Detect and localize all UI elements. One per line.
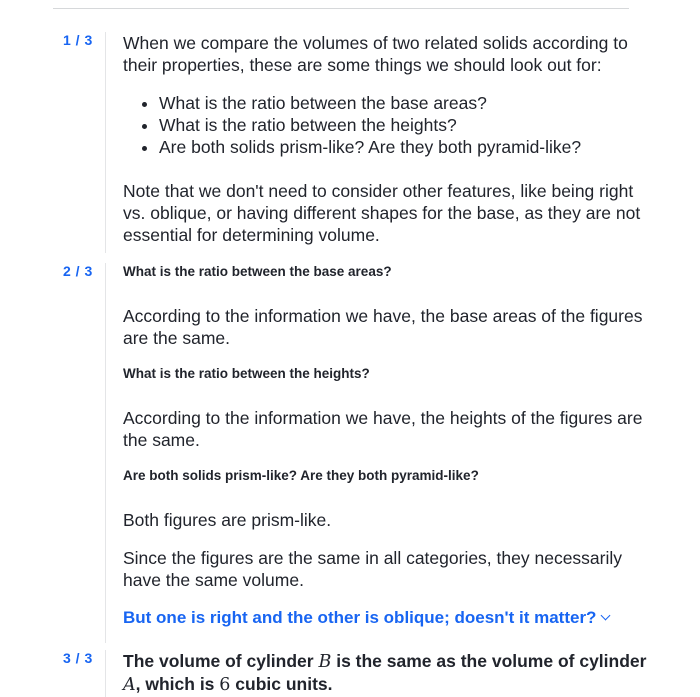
step-number: 2 / 3	[63, 263, 93, 279]
answer-text-part: The volume of cylinder	[123, 651, 319, 671]
math-variable: A	[123, 675, 136, 695]
step-body	[105, 263, 650, 643]
list-item: • What is the ratio between the base areas?	[159, 92, 650, 114]
chevron-down-icon[interactable]	[601, 611, 611, 621]
answer-text-part: , which is	[135, 674, 220, 694]
list-item: • Are both solids prism-like? Are they both pyramid-like?	[159, 136, 650, 158]
step-body	[105, 32, 650, 253]
question-heading: What is the ratio between the base areas?	[123, 264, 392, 279]
answer-text-part: cubic units.	[230, 674, 333, 694]
top-divider	[53, 8, 629, 9]
step-body	[105, 650, 650, 697]
question-heading: Are both solids prism-like? Are they both pyramid-like?	[123, 468, 479, 483]
math-value: 6	[219, 675, 231, 695]
step-number: 3 / 3	[63, 650, 93, 666]
answer-text-part: is the same as the volume of cylinder	[331, 651, 647, 671]
expand-link-row	[123, 607, 650, 629]
math-variable: B	[318, 652, 332, 672]
answer-text: Both figures are prism-like.	[123, 510, 332, 530]
answer-text: According to the information we have, the heights of the figures are the same.	[123, 408, 643, 450]
expand-explanation-link[interactable]: But one is right and the other is oblique; doesn't it matter?	[123, 608, 597, 627]
step-number: 1 / 3	[63, 32, 93, 48]
final-answer	[123, 650, 650, 696]
conclusion-text: Since the figures are the same in all categories, they necessarily have the same volume.	[123, 548, 623, 590]
list-item: • What is the ratio between the heights?	[159, 114, 650, 136]
question-heading: What is the ratio between the heights?	[123, 366, 370, 381]
step-intro: When we compare the volumes of two related solids according to their properties, these are some things we should look out for:	[123, 33, 628, 75]
step-note: Note that we don't need to consider other features, like being right vs. oblique, or having different shapes for the base, as they are not essential for determining volume.	[123, 181, 641, 245]
answer-text: According to the information we have, the base areas of the figures are the same.	[123, 306, 643, 348]
considerations-list	[123, 92, 650, 158]
